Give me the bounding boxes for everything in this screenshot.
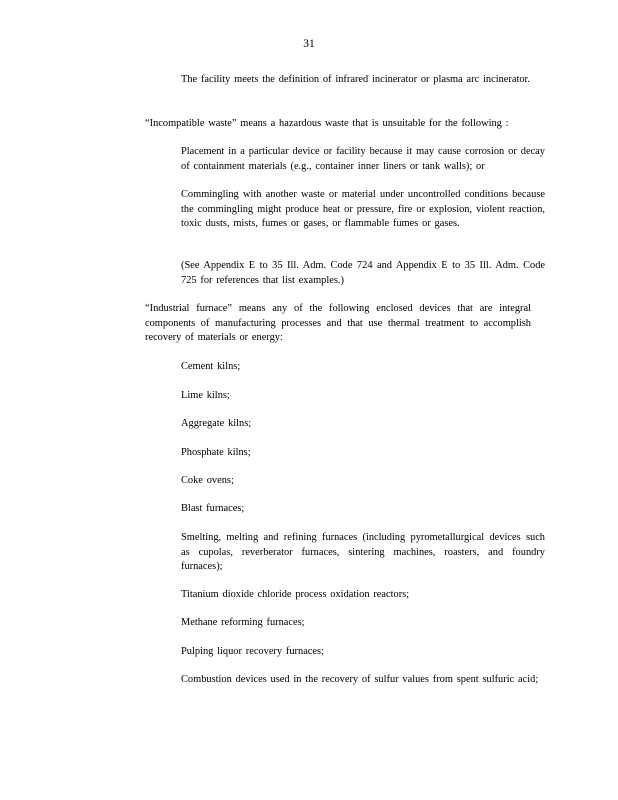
- definition-industrial-furnace: “Industrial furnace” means any of the following enclosed devices that are integral components of manufacturing processes and that use thermal treatment to accomplish recovery of materials or energy:: [145, 303, 531, 343]
- list-item: Pulping liquor recovery furnaces;: [181, 646, 324, 657]
- paragraph-placement: Placement in a particular device or facility because it may cause corrosion or decay of containment materials (e.g., container inner liners or tank walls); or: [181, 146, 545, 172]
- list-item: Cement kilns;: [181, 361, 241, 372]
- list-item: Blast furnaces;: [181, 503, 245, 514]
- paragraph-commingling: Commingling with another waste or material under uncontrolled conditions because the commingling might produce heat or pressure, fire or explosion, violent reaction, toxic dusts, mists, fumes or gases, or flammable fumes or gases.: [181, 189, 545, 229]
- list-item: Methane reforming furnaces;: [181, 617, 305, 628]
- list-item: Lime kilns;: [181, 390, 230, 401]
- list-item: Titanium dioxide chloride process oxidation reactors;: [181, 589, 410, 600]
- list-item: Combustion devices used in the recovery of sulfur values from spent sulfuric acid;: [181, 674, 539, 685]
- list-item: Smelting, melting and refining furnaces (including pyrometallurgical devices such as cupolas, reverberator furnaces, sintering machines, roasters, and foundry furnaces);: [181, 532, 545, 572]
- list-item: Phosphate kilns;: [181, 447, 251, 458]
- paragraph-see-appendix: (See Appendix E to 35 Ill. Adm. Code 724 and Appendix E to 35 Ill. Adm. Code 725 for references that list examples.): [181, 260, 545, 286]
- page-number: 31: [303, 38, 315, 50]
- paragraph-facility-definition: The facility meets the definition of infrared incinerator or plasma arc incinerator.: [181, 74, 531, 85]
- list-item: Aggregate kilns;: [181, 418, 252, 429]
- list-item: Coke ovens;: [181, 475, 234, 486]
- definition-incompatible-waste: “Incompatible waste” means a hazardous waste that is unsuitable for the following :: [145, 118, 509, 129]
